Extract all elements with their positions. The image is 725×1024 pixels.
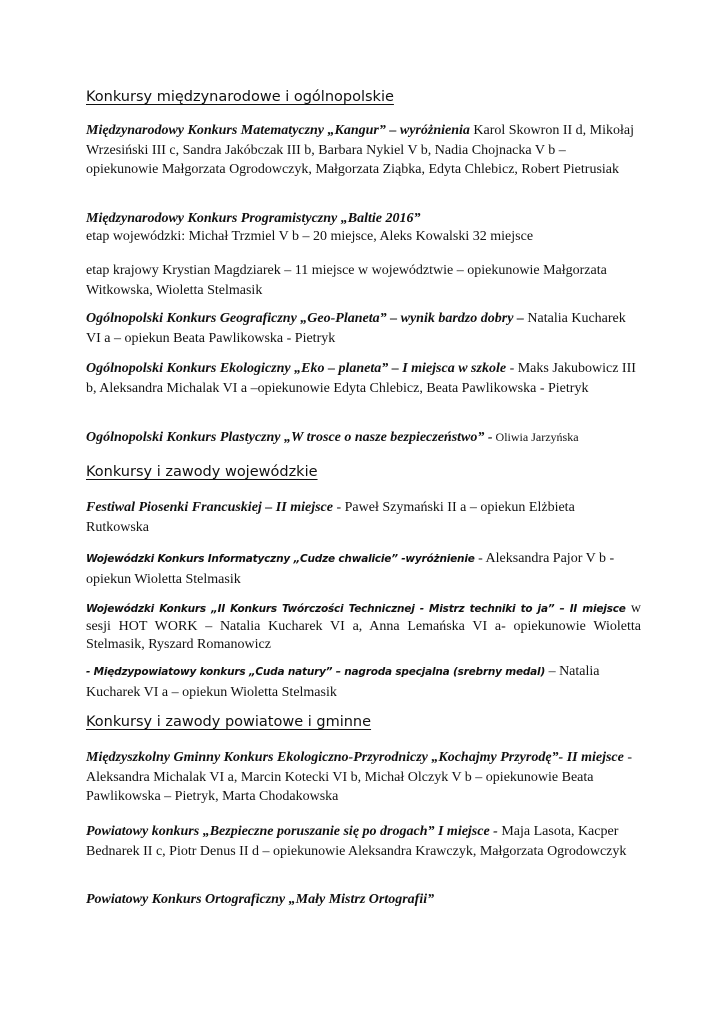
entry-text: Karol Skowron II d, Mikołaj Wrzesiński III c, Sandra Jakóbczak III b, Barbara Nykiel V b, Nadia Chojnacka V b – opiekunowie Małgorzata Ogrodowczyk, Małgorzata Ziąbka, Edyta Chlebicz, Robert Pietrusiak bbox=[86, 123, 634, 177]
entry-text: Maja Lasota, Kacper Bednarek II c, Piotr Denus II d – opiekunowie Aleksandra Krawczyk, Małgorzata Ogrodowczyk bbox=[86, 824, 627, 859]
section-heading-voivodeship: Konkursy i zawody wojewódzkie bbox=[86, 464, 318, 480]
entry-baltie-national: etap krajowy Krystian Magdziarek – 11 miejsce w województwie – opiekunowie Małgorzata Witkowska, Wioletta Stelmasik bbox=[86, 263, 607, 298]
section-heading-international: Konkursy międzynarodowe i ogólnopolskie bbox=[86, 89, 394, 105]
entry-title: Wojewódzki Konkurs „II Konkurs Twórczości Technicznej - Mistrz techniki to ja” – II miejsce bbox=[86, 603, 626, 615]
entry-title: Festiwal Piosenki Francuskiej – II miejsce bbox=[86, 500, 333, 515]
entry-bezpieczne-drogi bbox=[86, 822, 641, 861]
entry-text: - Paweł Szymański II a – opiekun Elżbieta Rutkowska bbox=[86, 500, 575, 535]
entry-geo-planeta bbox=[86, 309, 641, 348]
entry-title: Ogólnopolski Konkurs Ekologiczny „Eko – planeta” – I miejsca w szkole bbox=[86, 361, 507, 376]
entry-text: - Aleksandra Michalak VI a, Marcin Kotecki VI b, Michał Olczyk V b – opiekunowie Beata Pawlikowska – Pietryk, Marta Chodakowska bbox=[86, 750, 633, 804]
entry-title: Międzyszkolny Gminny Konkurs Ekologiczno-Przyrodniczy „Kochajmy Przyrodę”- II miejsce bbox=[86, 750, 624, 765]
entry-text: - Aleksandra Pajor V b - opiekun Wioletta Stelmasik bbox=[86, 551, 615, 587]
entry-text: - Maks Jakubowicz III b, Aleksandra Michalak VI a –opiekunowie Edyta Chlebicz, Beata Pawlikowska - Pietryk bbox=[86, 361, 636, 396]
entry-title: Powiatowy konkurs „Bezpieczne poruszanie się po drogach” I miejsce - bbox=[86, 824, 498, 839]
entry-title: Międzynarodowy Konkurs Programistyczny „Baltie 2016” bbox=[86, 211, 421, 226]
entry-piosenka bbox=[86, 498, 641, 537]
entry-baltie bbox=[86, 210, 641, 246]
entry-cuda-natury bbox=[86, 662, 641, 702]
entry-kangur bbox=[86, 121, 641, 180]
entry-title: Międzynarodowy Konkurs Matematyczny „Kangur” – wyróżnienia bbox=[86, 123, 470, 138]
entry-eko-planeta bbox=[86, 359, 641, 398]
entry-title: - Międzypowiatowy konkurs „Cuda natury” – nagroda specjalna (srebrny medal) bbox=[86, 666, 546, 678]
entry-text: Oliwia Jarzyńska bbox=[492, 430, 579, 444]
entry-kochajmy-przyrode bbox=[86, 748, 641, 807]
entry-text: w sesji HOT WORK – Natalia Kucharek VI a, Anna Lemańska VI a- opiekunowie Wioletta Stelmasik, Ryszard Romanowicz bbox=[86, 601, 641, 652]
entry-informatyczny bbox=[86, 549, 641, 589]
entry-text: – Natalia Kucharek VI a – opiekun Wioletta Stelmasik bbox=[86, 664, 600, 700]
entry-text: etap wojewódzki: Michał Trzmiel V b – 20 miejsce, Aleks Kowalski 32 miejsce bbox=[86, 229, 534, 244]
section-heading-county: Konkursy i zawody powiatowe i gminne bbox=[86, 714, 372, 730]
entry-text: Natalia Kucharek VI a – opiekun Beata Pawlikowska - Pietryk bbox=[86, 311, 626, 346]
entry-ortografia bbox=[86, 890, 641, 910]
entry-title: Ogólnopolski Konkurs Plastyczny „W trosce o nasze bezpieczeństwo” - bbox=[86, 430, 493, 445]
entry-title: Powiatowy Konkurs Ortograficzny „Mały Mistrz Ortografii” bbox=[86, 892, 435, 907]
entry-plastyczny bbox=[86, 428, 641, 448]
entry-tworczosc bbox=[86, 600, 641, 654]
entry-title: Ogólnopolski Konkurs Geograficzny „Geo-Planeta” – wynik bardzo dobry – bbox=[86, 311, 524, 326]
entry-title: Wojewódzki Konkurs Informatyczny „Cudze chwalicie” -wyróżnienie bbox=[86, 553, 475, 565]
